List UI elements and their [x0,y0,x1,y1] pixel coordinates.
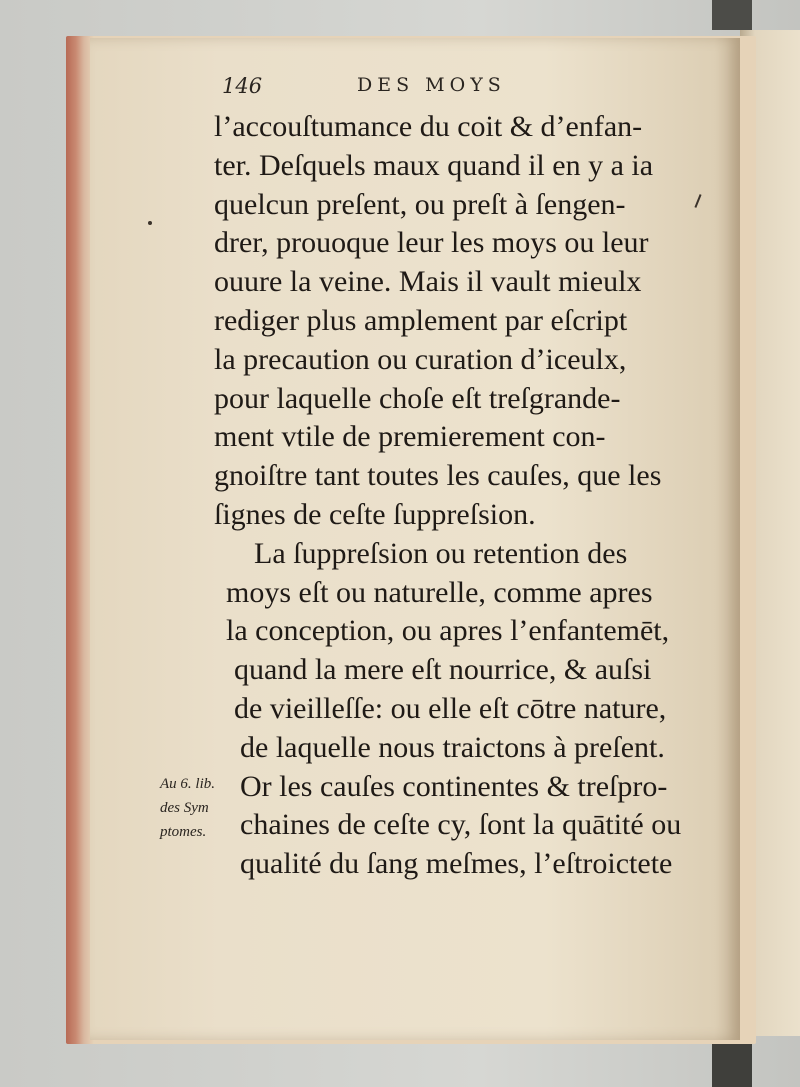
text-line: quand la mere eſt nourrice, & auſsi [234,653,652,687]
binding-top [712,0,752,30]
text-line: la precaution ou curation d’iceulx, [214,342,627,376]
text-line: Or les cauſes continentes & treſpro- [240,769,668,803]
text-line: ſignes de ceſte ſuppreſsion. [214,497,536,531]
body-text [214,108,684,884]
text-line: l’accouſtumance du coit & d’enfan- [214,110,643,143]
text-line: pour laquelle choſe eſt treſgrande- [214,381,621,415]
running-head [222,74,552,104]
margin-note-line: ptomes. [160,824,207,840]
text-line: quelcun preſent, ou preſt à ſengen- [214,187,626,221]
text-line: rediger plus amplement par eſcript [214,303,628,337]
margin-note-line: Au 6. lib. [160,776,215,792]
text-line: de vieilleſſe: ou elle eſt cōtre nature, [234,691,667,725]
text-line: ment vtile de premierement con- [214,420,606,454]
text-line: ouure la veine. Mais il vault mieulx [214,265,642,299]
text-line: drer, prouoque leur les moys ou leur [214,226,649,260]
page-number: 146 [222,74,263,98]
ink-dot [148,221,152,225]
text-line: qualité du ſang meſmes, l’eſtroictete [240,847,673,881]
text-line: de laquelle nous traictons à preſent. [240,730,665,764]
text-line: chaines de ceſte cy, ſont la quātité ou [240,808,682,842]
text-line: la conception, ou apres l’enfantemēt, [226,614,670,648]
running-title: DES MOYS [357,74,506,96]
margin-note-line: des Sym [160,800,209,816]
text-line: moys eſt ou naturelle, comme apres [226,575,653,609]
paragraph-start-line: La ſuppreſsion ou retention des [254,536,628,570]
text-line: ter. Deſquels maux quand il en y a ia [214,148,654,182]
binding-bottom [712,1040,752,1087]
margin-note [160,772,232,844]
text-line: gnoiſtre tant toutes les cauſes, que les [214,459,662,493]
